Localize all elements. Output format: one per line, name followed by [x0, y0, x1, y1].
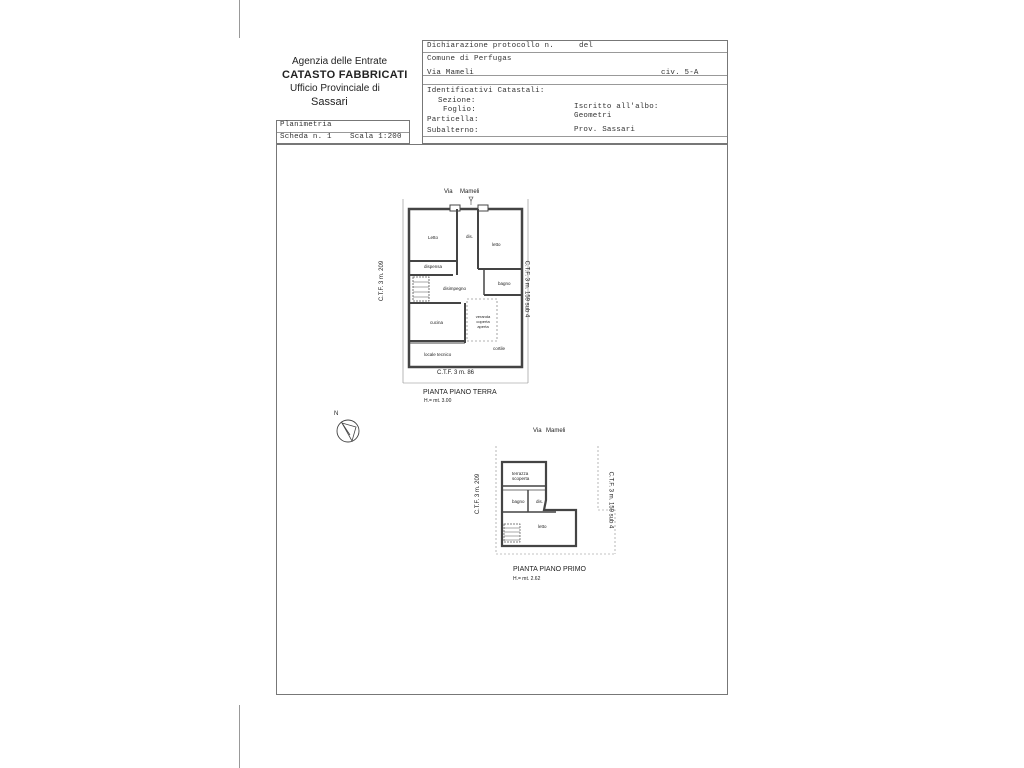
ff-room-letto: letto: [538, 524, 547, 529]
fold-mark-bottom: [239, 705, 240, 768]
subalterno-label: Subalterno:: [427, 127, 479, 135]
office-label: Ufficio Provinciale di: [290, 83, 380, 94]
gf-room-cucina: cucina: [430, 320, 444, 325]
ff-room-bagno: bagno: [512, 499, 525, 504]
gf-bottom-boundary-label: C.T.F. 3 m. 86: [437, 370, 475, 376]
gf-left-boundary-label: C.T.F. 3 m. 209: [379, 260, 386, 302]
scale-label: Scala 1:200: [350, 133, 402, 141]
ff-height: H.= mt. 2.62: [513, 576, 541, 582]
ff-left-boundary-label: C.T.F. 3 m. 209: [475, 473, 482, 515]
ff-street-name: Mameli: [546, 428, 566, 434]
catasto-title: CATASTO FABBRICATI: [282, 69, 408, 81]
ff-right-boundary-label: C.T.F. 3 m. 159 sub 4: [607, 471, 614, 529]
registered-value: Geometri: [574, 112, 612, 120]
gf-room-veranda: veranda coperta aperta: [475, 314, 491, 329]
ff-title: PIANTA PIANO PRIMO: [513, 566, 586, 573]
office-city: Sassari: [311, 96, 348, 108]
registered-label: Iscritto all'albo:: [574, 103, 659, 111]
gf-room-cortile: cortile: [493, 346, 506, 351]
gf-room-locale-tecnico: locale tecnico: [424, 352, 452, 357]
gf-street-name: Mameli: [460, 189, 480, 195]
gf-right-boundary-label: C.T.F. 3 m. 159 sub 4: [523, 260, 530, 318]
agency-name: Agenzia delle Entrate: [292, 56, 388, 67]
gf-room-bagno: bagno: [498, 281, 511, 286]
sezione-label: Sezione:: [438, 97, 476, 105]
civic-value: civ. 5-A: [661, 69, 699, 77]
gf-height: H.= mt. 3.00: [424, 398, 452, 404]
planimetry-label: Planimetria: [280, 121, 332, 129]
particella-label: Particella:: [427, 116, 479, 124]
compass-icon: [330, 415, 364, 447]
gf-room-letto2: letto: [492, 242, 501, 247]
gf-room-dis: dis.: [466, 234, 474, 239]
gf-title: PIANTA PIANO TERRA: [423, 389, 497, 396]
first-floor-plan: [490, 438, 620, 558]
fold-mark-top: [239, 0, 240, 38]
province-value: Prov. Sassari: [574, 126, 636, 134]
protocol-label: Dichiarazione protocollo n.: [427, 42, 554, 50]
compass-north-label: N: [334, 411, 339, 417]
scheda-label: Scheda n. 1: [280, 133, 332, 141]
gf-room-letto1: Letto: [428, 235, 439, 240]
identifiers-title: Identificativi Catastali:: [427, 87, 545, 95]
ff-street-via: Via: [533, 428, 542, 434]
ff-room-terrazza: terrazza scoperta: [512, 471, 530, 481]
gf-street-via: Via: [444, 189, 453, 195]
street-value: Via Mameli: [427, 69, 475, 77]
gf-room-dispensa: dispensa: [424, 264, 443, 269]
comune-value: Comune di Perfugas: [427, 55, 512, 63]
date-label: del: [579, 42, 594, 50]
foglio-label: Foglio:: [443, 106, 476, 114]
gf-room-disimpegno: disimpegno: [443, 286, 467, 291]
ff-room-dis: dis.: [536, 499, 544, 504]
